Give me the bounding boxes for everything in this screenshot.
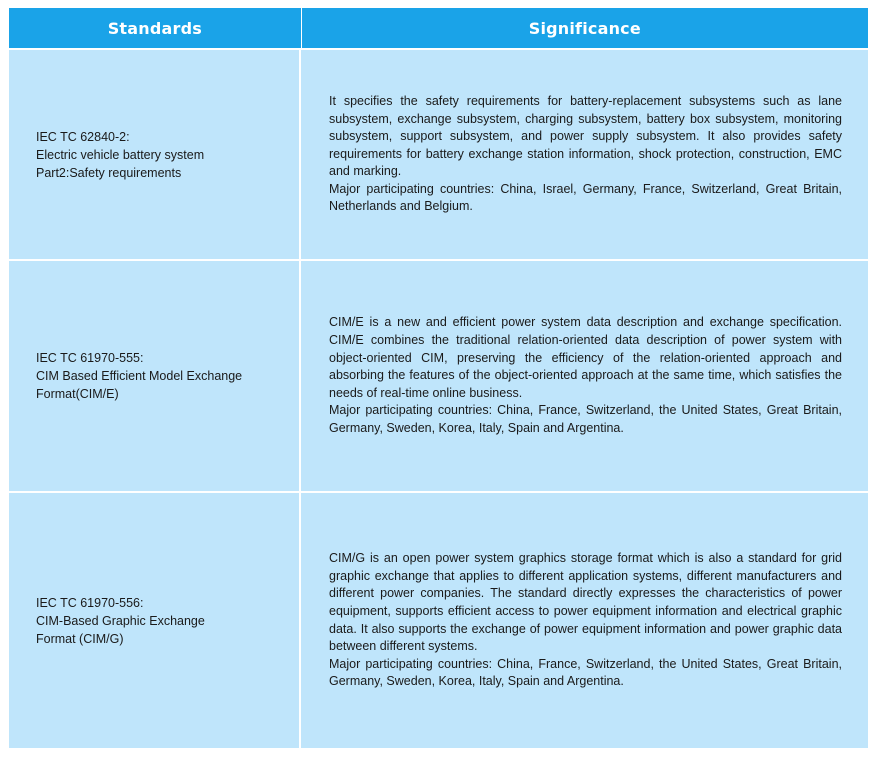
standard-cell [9,493,301,748]
significance-text: CIM/E is a new and efficient power system data description and exchange specification. CIM/E combines the traditional relation-oriented data description of power system with object-oriented CIM, preserving the efficiency of the relation-oriented approach and absorbing the features of the object-oriented approach at the same time, which satisfies the needs of real-time online business. [329,315,842,400]
table-row [9,491,868,748]
column-header-significance: Significance [528,18,641,38]
standards-table [9,8,868,748]
participating-countries-text: Major participating countries: China, France, Switzerland, the United States, Great Britain, Germany, Sweden, Korea, Italy, Spain and Argentina. [329,403,842,435]
standard-text: IEC TC 61970-556: CIM-Based Graphic Exchange Format (CIM/G) [36,595,205,646]
standard-text: IEC TC 61970-555: CIM Based Efficient Model Exchange Format(CIM/E) [36,351,243,401]
participating-countries-text: Major participating countries: China, Israel, Germany, France, Switzerland, Great Britain, Netherlands and Belgium. [329,181,842,214]
standard-cell [9,261,301,491]
significance-text: It specifies the safety requirements for battery-replacement subsystems such as lane subsystem, exchange subsystem, charging subsystem, battery box subsystem, monitoring subsystem, support subsystem, and power supply subsystem. It also provides safety requirements for battery exchange station information, shock protection, construction, EMC and marking. [329,93,842,179]
table-header [9,8,868,48]
significance-text: CIM/G is an open power system graphics storage format which is also a standard for grid graphic exchange that applies to different application systems, different manufacturers and different power companies. The standard directly expresses the characteristics of power equipment, supports efficient access to power equipment information and electrical graphic data. It also supports the exchange of power equipment information and power graphic data between different systems. [329,551,842,654]
significance-cell [301,261,868,491]
column-header-standards: Standards [9,8,302,48]
standard-cell [9,50,301,259]
significance-cell [301,50,868,259]
standard-text: IEC TC 62840-2: Electric vehicle battery system Part2:Safety requirements [36,129,205,180]
table-row [9,259,868,491]
table-row [9,48,868,259]
participating-countries-text: Major participating countries: China, France, Switzerland, the United States, Great Britain, Germany, Sweden, Korea, Italy, Spain and Argentina. [329,656,842,689]
significance-cell [301,493,868,748]
